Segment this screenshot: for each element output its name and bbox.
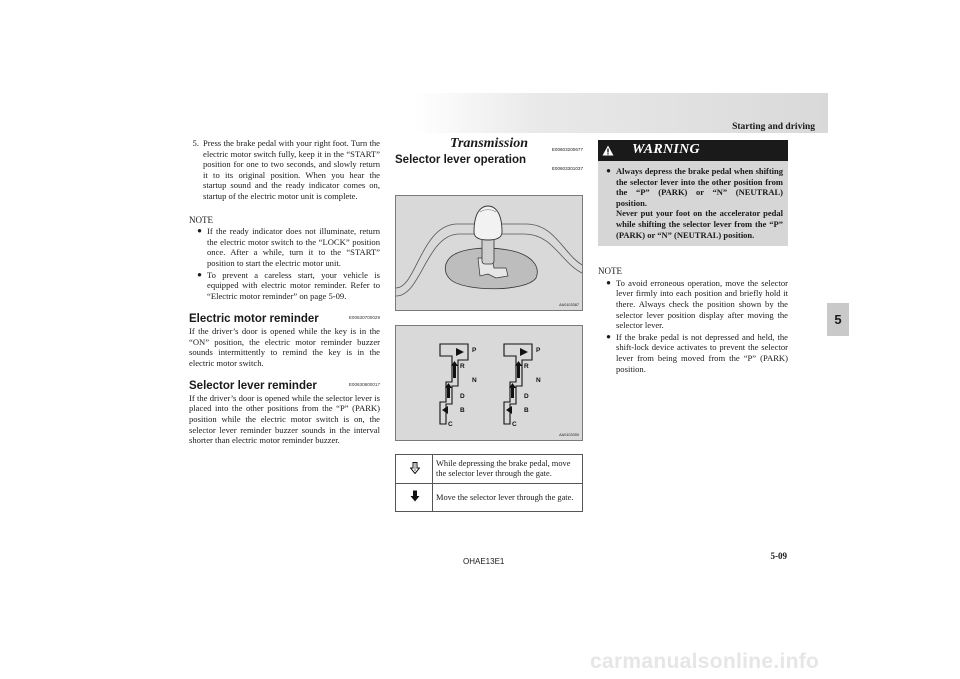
- bullet-icon: ●: [606, 166, 611, 175]
- note-label: NOTE: [189, 214, 213, 225]
- warning-triangle-icon: [602, 145, 614, 156]
- note-item: [189, 226, 380, 268]
- note-text: If the ready indicator does not illuminate, return the electric motor switch to the “LOCK” position once. After a while, turn it to the “START” position to start the electric motor unit.: [207, 226, 380, 268]
- page-number: 5-09: [770, 551, 787, 561]
- middle-column: [395, 138, 583, 174]
- section-heading: [189, 380, 380, 392]
- watermark: carmanualsonline.info: [590, 650, 820, 673]
- heading-code: E00630800017: [348, 382, 380, 388]
- gate-label-n: N: [472, 377, 477, 384]
- warning-header: [598, 140, 788, 161]
- legend-icon-cell: [396, 455, 433, 484]
- bullet-icon: ●: [606, 277, 611, 287]
- section-title: Starting and driving: [732, 122, 815, 132]
- gate-label-b: B: [524, 407, 529, 414]
- note-label: NOTE: [598, 266, 622, 277]
- heading-text: Selector lever reminder: [189, 380, 317, 393]
- bullet-icon: ●: [606, 331, 611, 341]
- chapter-tab: 5: [827, 303, 849, 336]
- bullet-icon: ●: [197, 226, 202, 236]
- warning-title: WARNING: [632, 142, 700, 158]
- warning-box: [598, 140, 788, 246]
- solid-down-arrow-icon: [410, 490, 420, 502]
- shift-gate-drawing: [396, 326, 583, 441]
- gate-label-c: C: [448, 421, 453, 428]
- legend-row: [396, 484, 583, 512]
- warning-text-1: Always depress the brake pedal when shifting the selector lever into the other position from the “P” (PARK) or “N” (NEUTRAL) position.: [616, 166, 783, 208]
- gate-label-b: B: [460, 407, 465, 414]
- legend-text: While depressing the brake pedal, move the selector lever through the gate.: [433, 455, 583, 484]
- document-code: OHAE13E1: [463, 557, 505, 566]
- step-5: [189, 138, 380, 202]
- note-item: [598, 332, 788, 374]
- gate-label-p: P: [536, 347, 541, 354]
- section-body: If the driver’s door is opened while the key is in the “ON” position, the electric motor reminder buzzer sounds intermittently to remind the key is in the electric motor switch.: [189, 325, 380, 368]
- step-number: 5.: [192, 138, 199, 148]
- bullet-icon: ●: [197, 269, 202, 279]
- heading-code: E00630700029: [348, 315, 380, 321]
- note-text: To avoid erroneous operation, move the selector lever firmly into each position and briefly hold it there. Always check the position shown by the selector lever position display after moving the selector lever.: [616, 277, 788, 331]
- note-item: [598, 278, 788, 331]
- note-text: If the brake pedal is not depressed and held, the shift-lock device activates to prevent the selector lever from being moved from the “P” (PARK) position.: [616, 331, 788, 374]
- note-item: [189, 270, 380, 302]
- figure-code: AA0103387: [559, 303, 579, 307]
- gate-label-d: D: [460, 393, 465, 400]
- gate-label-c: C: [512, 421, 517, 428]
- warning-text: [616, 166, 783, 240]
- heading-text: Electric motor reminder: [189, 313, 319, 326]
- warning-body: [598, 161, 788, 246]
- note-text: To prevent a careless start, your vehicle is equipped with electric motor reminder. Refer to “Electric motor reminder” on page 5-09.: [207, 269, 380, 301]
- selector-lever-illustration: [395, 195, 583, 311]
- legend-icon-cell: [396, 484, 433, 512]
- warning-text-2: Never put your foot on the accelerator pedal while shifting the selector lever from the “P” (PARK) or “N” (NEUTRAL) position.: [616, 208, 783, 240]
- step-text: Press the brake pedal with your right foot. Turn the electric motor switch fully, keep it in the “START” position for one to two seconds, and slowly return it to its original position. When you hear the startup sound and the ready indicator comes on, startup of the electric motor unit is complete.: [203, 138, 380, 201]
- figure-code: AA0103390: [559, 433, 579, 437]
- gate-label-p: P: [472, 347, 477, 354]
- legend-row: [396, 455, 583, 484]
- outline-down-arrow-icon: [410, 462, 420, 474]
- warning-item: [598, 166, 783, 240]
- title-code: E00603200677: [551, 146, 583, 152]
- selector-lever-drawing: [396, 196, 583, 311]
- left-column: [189, 138, 380, 446]
- gate-label-n: N: [536, 377, 541, 384]
- gate-label-d: D: [524, 393, 529, 400]
- section-body: If the driver’s door is opened while the selector lever is placed into the other positions from the “P” (PARK) position while the electric motor switch is on, the selector lever reminder buzzer sounds in the interval shorter than electric motor reminder buzzer.: [189, 392, 380, 446]
- shift-gate-diagram: [395, 325, 583, 441]
- gate-label-r: R: [524, 363, 529, 370]
- legend-text: Move the selector lever through the gate.: [433, 484, 583, 512]
- section-heading: Selector lever operation: [395, 154, 527, 167]
- arrow-legend-table: [395, 454, 583, 512]
- right-column: [598, 140, 788, 374]
- heading-code: E00603301037: [551, 165, 583, 171]
- gate-label-r: R: [460, 363, 465, 370]
- section-heading: [189, 313, 380, 325]
- page-title: Transmission: [449, 136, 529, 151]
